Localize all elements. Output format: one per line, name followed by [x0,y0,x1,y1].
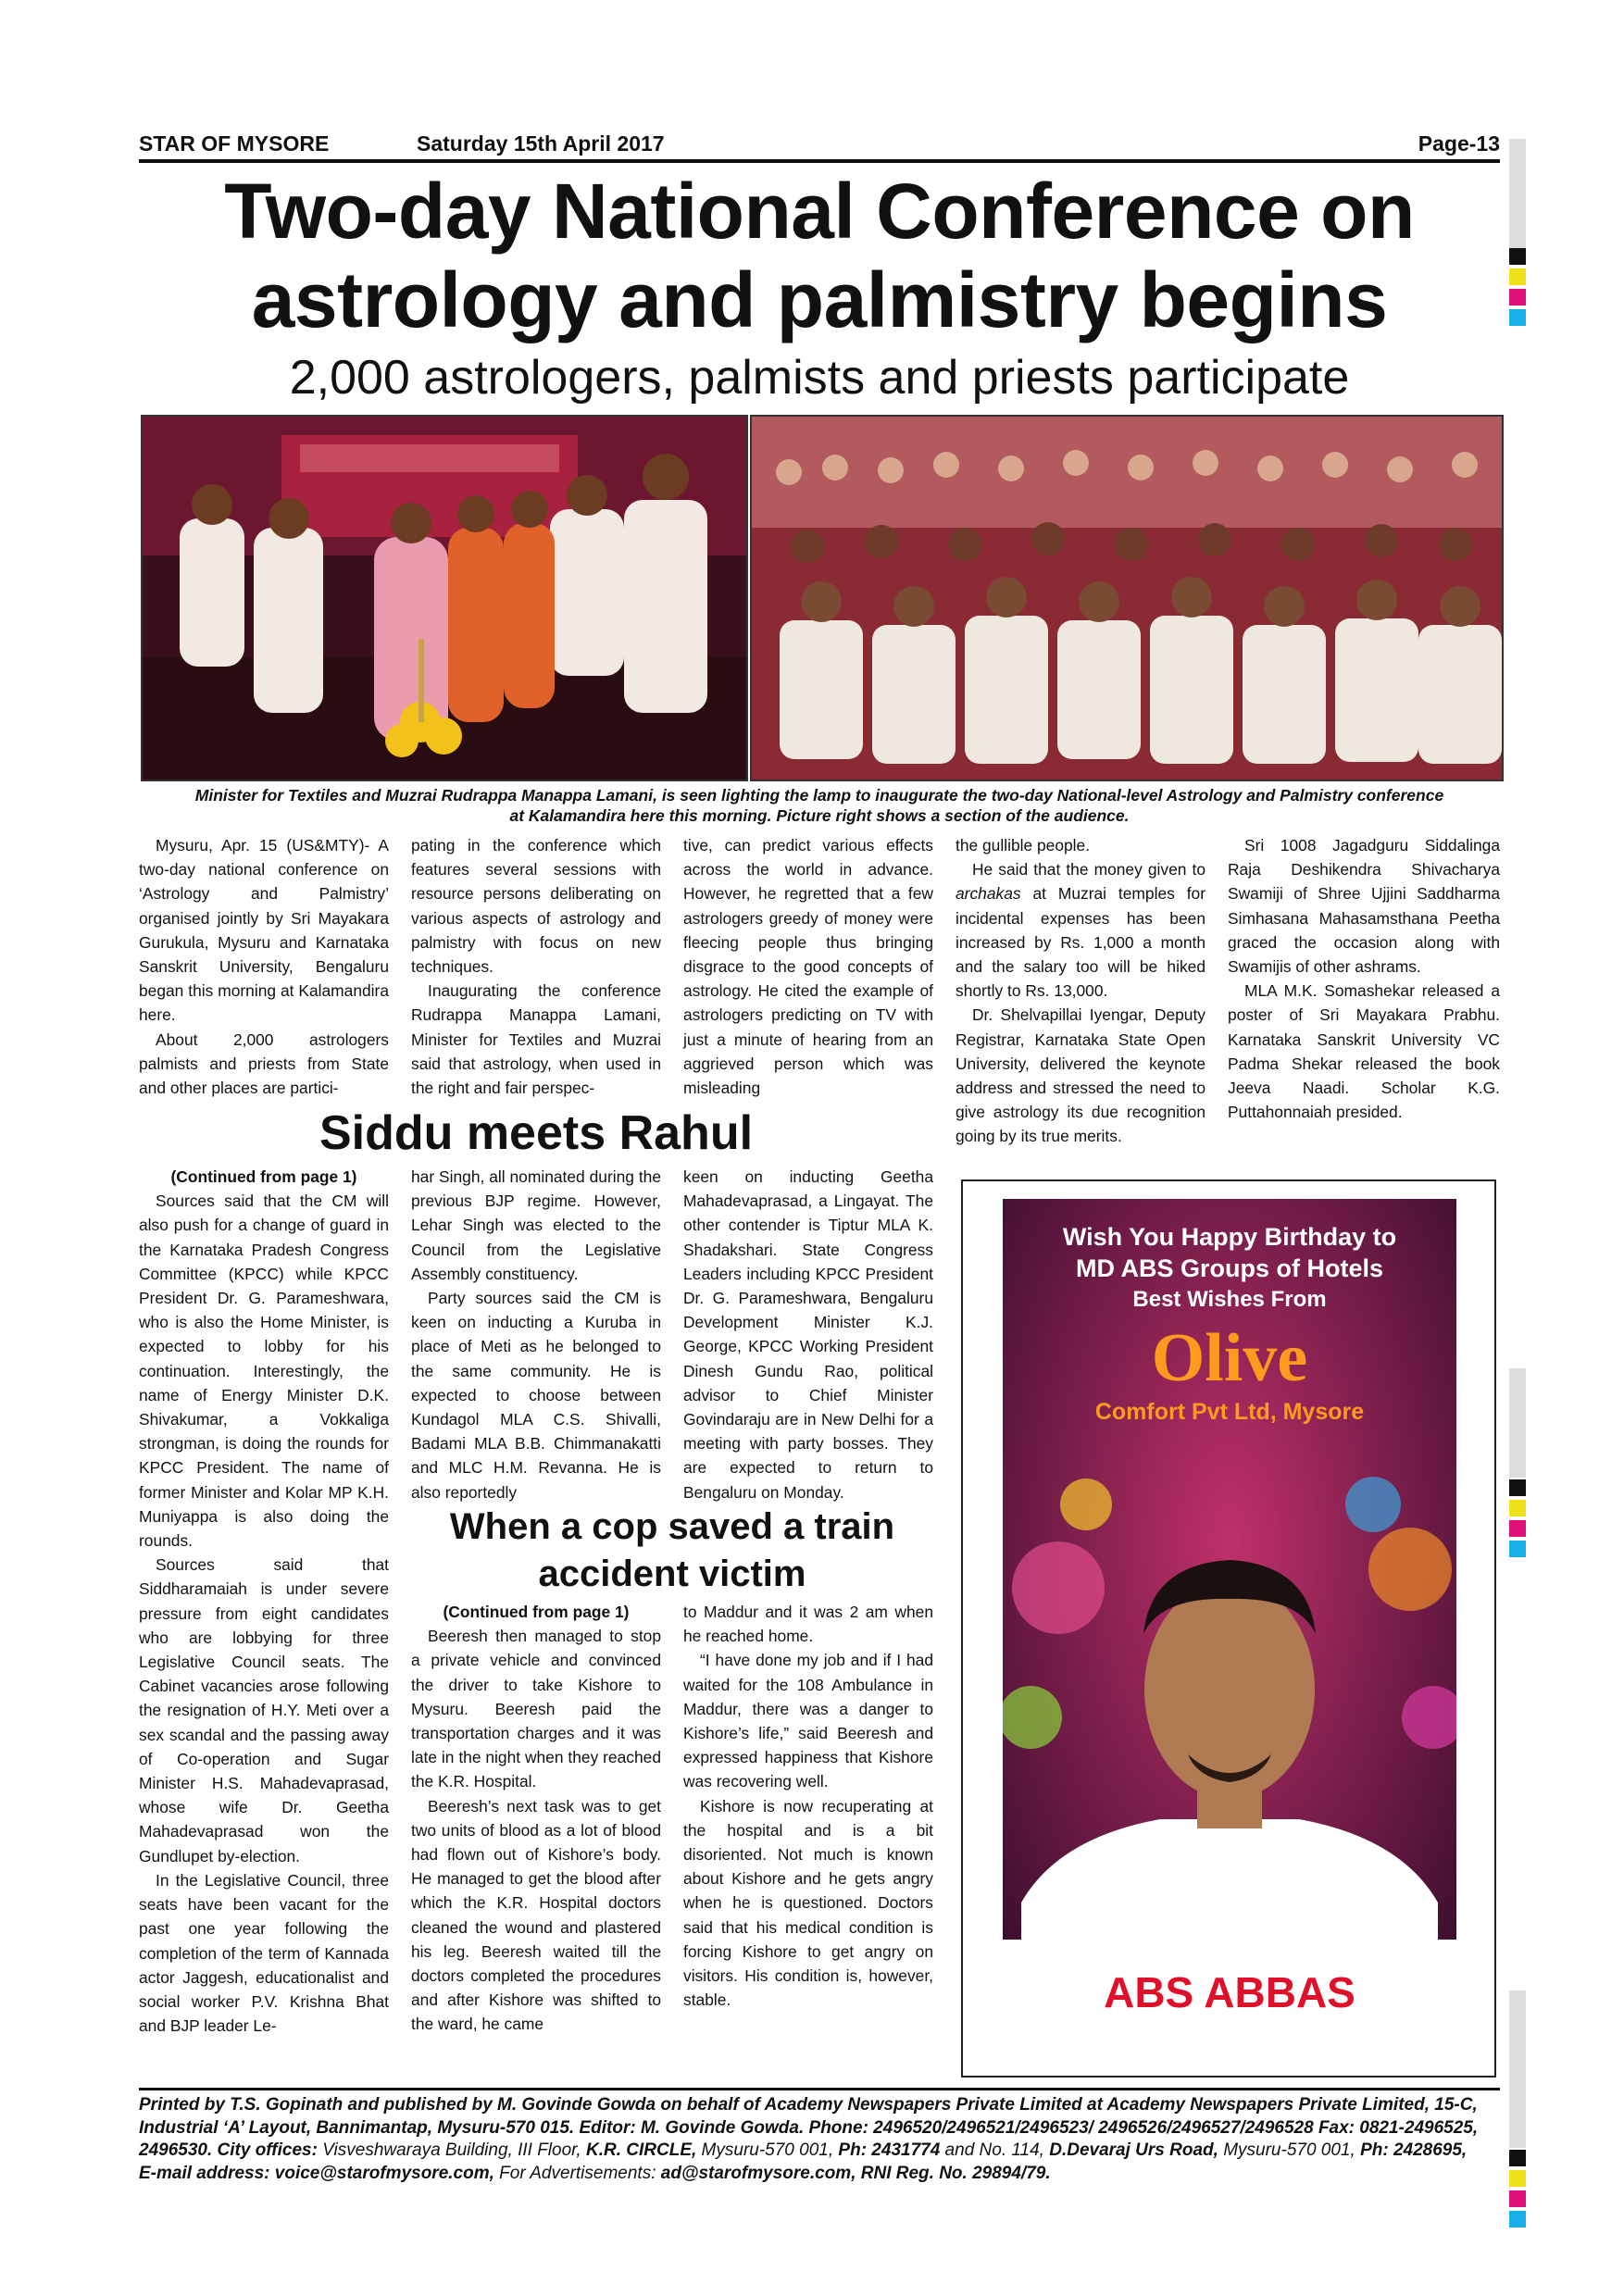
main-headline-line1: Two-day National Conference on [224,168,1415,255]
paragraph: In the Legislative Council, three seats have been vacant for the past one year following the completion of the term of Kannada actor Jaggesh, educationalist and social worker P.V. Krishna Bhat and BJP leader Le- [139,1870,389,2036]
masthead-strip [139,130,1500,161]
paragraph [956,857,1206,1003]
main-story-col3 [683,833,933,1100]
cop-col1 [411,1600,661,2037]
registration-cyan [1509,2211,1526,2227]
registration-bar-grey [1509,1368,1526,1478]
main-story-col1 [139,833,389,1100]
main-headline [139,167,1500,344]
registration-magenta [1509,1520,1526,1537]
photo-lamp-lighting [141,415,748,781]
continued-note: (Continued from page 1) [443,1603,630,1621]
paragraph: Beeresh then managed to stop a private vehicle and convinced the driver to take Kishore to Mysuru. Beeresh paid the transportation charges and it was late in the night when they reached the K.R. Hospital. [411,1627,661,1791]
main-story-col2 [411,833,661,1100]
cop-headline-line1: When a cop saved a train [449,1506,895,1547]
caption-line1: Minister for Textiles and Muzrai Rudrappa Manappa Lamani, is seen lighting the lamp to inaugurate the two-day National-level Astrology and Palmistry conference [194,786,1444,805]
text-run: ad@starofmysore.com, RNI Reg. No. 29894/79. [660,2163,1051,2183]
text-run: D.Devaraj Urs Road, [1049,2140,1218,2160]
paragraph: to Maddur and it was 2 am when he reached home. [683,1603,933,1646]
advert-line2: MD ABS Groups of Hotels [1075,1254,1383,1282]
paragraph: Sri 1008 Jagadguru Siddalinga Raja Deshikendra Shivacharya Swamiji of Shree Ujjini Saddharma Simhasana Mahasamsthana Peetha graced the occasion along with Swamijis of other ashrams. [1228,836,1500,977]
footer-rule [139,2088,1500,2090]
paragraph: Sources said that Siddharamaiah is under severe pressure from eight candidates who are lobbying for three Legislative Council seats. The Cabinet vacancies arose following the resignation of H.Y. Meti over a sex scandal and the passing away of Co-operation and Sugar Minister H.S. Mahadevaprasad, whose wife Dr. Geetha Mahadevaprasad won the Gundlupet by-election. [139,1555,389,1866]
text-run: For Advertisements: [493,2163,661,2183]
text-run: at Muzrai temples for incidental expenses has been increased by Rs. 1,000 a month and the salary too will be hiked shortly to Rs. 13,000. [956,884,1206,1001]
paragraph: Mysuru, Apr. 15 (US&MTY)- A two-day national conference on ‘Astrology and Palmistry’ organised jointly by Sri Mayakara Gurukula, Mysuru and Karnataka Sanskrit University, Bengaluru began this morning at Kalamandira here. [139,836,389,1025]
imprint-footer [139,2094,1500,2185]
registration-yellow [1509,2170,1526,2187]
publication-name: STAR OF MYSORE [139,131,330,156]
text-run: He said that the money given to [972,860,1206,880]
advert-line1: Wish You Happy Birthday to [1062,1223,1397,1251]
text-run: K.R. CIRCLE, [586,2140,697,2160]
footer-line2: Industrial ‘A’ Layout, Bannimantap, Mysuru-570 015. Editor: M. Govinde Gowda. Phone: 2496520/2496521/2496523/ 2496526/2496527/2496528 Fax: 0821-2496525, [139,2117,1479,2138]
photo-caption [139,785,1500,826]
advert-greeting [1003,1221,1456,1316]
paragraph: har Singh, all nominated during the previous BJP regime. However, Lehar Singh was elected to the Council from the Legislative Assembly constituency. [411,1167,661,1283]
siddu-headline: Siddu meets Rahul [319,1106,754,1160]
paragraph: tive, can predict various effects across the world in advance. However, he regretted that a few astrologers greedy of money were fleecing people thus bringing disgrace to the good concepts of astrology. He cited the example of astrologers predicting on TV with just a minute of hearing from an aggrieved person which was misleading [683,836,933,1098]
paragraph: Inaugurating the conference Rudrappa Manappa Lamani, Minister for Textiles and Muzrai said that astrology, when used in the right and fair perspec- [411,981,661,1098]
registration-cyan [1509,1541,1526,1557]
siddu-col1 [139,1165,389,2038]
paragraph: Kishore is now recuperating at the hospital and is a bit disoriented. Not much is known about Kishore and he gets angry when he is questioned. Doctors said that his medical condition is forcing Kishore to get angry on visitors. His condition is, however, stable. [683,1796,933,2010]
text-run-italic: archakas [956,884,1021,904]
birthday-advert [1003,1199,1456,2055]
registration-black [1509,1479,1526,1496]
paragraph: the gullible people. [956,836,1091,855]
main-headline-line2: astrology and palmistry begins [251,256,1388,343]
registration-yellow [1509,1500,1526,1516]
footer-line4 [139,2163,1500,2186]
paragraph: “I have done my job and if I had waited for the 108 Ambulance in Maddur, there was a danger to Kishore’s life,” said Beeresh and expressed happiness that Kishore was recovering well. [683,1651,933,1791]
paragraph: Party sources said the CM is keen on inducting a Kuruba in place of Meti as he belonged to the same community. He is expected to choose between Kundagol MLA C.S. Shivalli, Badami MLA B.B. Chimmanakatti and MLC H.M. Revanna. He is also reportedly [411,1289,661,1502]
olive-tagline: Comfort Pvt Ltd, Mysore [1094,1399,1365,1425]
paragraph: Dr. Shelvapillai Iyengar, Deputy Registrar, Karnataka State Open University, delivered the keynote address and stressed the need to give astrology its due recognition going by its true merits. [956,1005,1206,1146]
text-run: Mysuru-570 001, [696,2140,839,2160]
main-story-col4 [956,833,1206,1149]
registration-bar-grey [1509,1990,1526,2148]
advert-person-name: ABS ABBAS [1104,1968,1355,2016]
main-story-col5 [1228,833,1500,1124]
page-number: Page-13 [1418,131,1500,156]
advert-line3: Best Wishes From [1132,1287,1327,1312]
text-run: Visveshwaraya Building, III Floor, [322,2140,586,2160]
siddu-col2 [411,1165,661,1504]
footer-line3 [139,2140,1500,2163]
text-run: Ph: 2431774 [838,2140,941,2160]
registration-yellow [1509,268,1526,285]
text-run: Mysuru-570 001, [1218,2140,1361,2160]
issue-date: Saturday 15th April 2017 [417,131,665,156]
paragraph: About 2,000 astrologers palmists and priests from State and other places are partici- [139,1029,389,1098]
paragraph: MLA M.K. Somashekar released a poster of Sri Mayakara Prabhu. Karnataka Sanskrit University VC Padma Shekar released the book Jeeva Naadi. Scholar K.G. Puttahonnaiah presided. [1228,981,1500,1122]
cop-col2 [683,1600,933,2012]
paragraph: pating in the conference which features several sessions with resource persons deliberating on various aspects of astrology and palmistry with focus on new techniques. [411,836,661,977]
continued-note: (Continued from page 1) [170,1167,357,1186]
text-run: 2496530. City offices: [139,2140,323,2160]
registration-bar-grey [1509,139,1526,248]
cop-headline [411,1504,933,1598]
text-run: and No. 114, [940,2140,1050,2160]
paragraph: Sources said that the CM will also push for a change of guard in the Karnataka Pradesh Congress Committee (KPCC) while KPCC President Dr. G. Parameshwara, who is also the Home Minister, is expected to lobby for his continuation. Interestingly, the name of Energy Minister D.K. Shivakumar, a Vokkaliga strongman, is doing the rounds for KPCC President. The name of former Minister and Kolar MP K.H. Muniyappa is also doing the rounds. [139,1192,389,1551]
footer-line1: Printed by T.S. Gopinath and published by M. Govinde Gowda on behalf of Academy Newspapers Private Limited at Academy Newspapers Private Limited, 15-C, [139,2095,1478,2115]
registration-magenta [1509,289,1526,306]
main-subheadline: 2,000 astrologers, palmists and priests participate [289,351,1350,405]
registration-cyan [1509,309,1526,326]
photo-audience [750,415,1504,781]
header-rule [139,159,1500,163]
registration-black [1509,248,1526,265]
cop-headline-line2: accident victim [538,1554,806,1594]
text-run: E-mail address: voice@starofmysore.com, [139,2163,494,2183]
paragraph: Beeresh’s next task was to get two units of blood as a lot of blood had flown out of Kishore’s body. He managed to get the blood after which the K.R. Hospital doctors cleaned the wound and plastered his leg. Beeresh waited till the doctors completed the procedures and after Kishore was shifted to the ward, he came [411,1796,661,2034]
paragraph: keen on inducting Geetha Mahadevaprasad, a Lingayat. The other contender is Tiptur MLA K. Shadakshari. State Congress Leaders including KPCC President Dr. G. Parameshwara, Bengaluru Development Minister K.J. George, KPCC Working President Dinesh Gundu Rao, political advisor to Chief Minister Govindaraju are in New Delhi for a meeting with party bosses. They are expected to return to Bengaluru on Monday. [683,1167,933,1502]
text-run: Ph: 2428695, [1360,2140,1468,2160]
registration-magenta [1509,2190,1526,2207]
siddu-col3 [683,1165,933,1504]
registration-black [1509,2150,1526,2166]
olive-logo: Olive [1151,1320,1308,1396]
caption-line2: at Kalamandira here this morning. Picture right shows a section of the audience. [509,806,1130,825]
